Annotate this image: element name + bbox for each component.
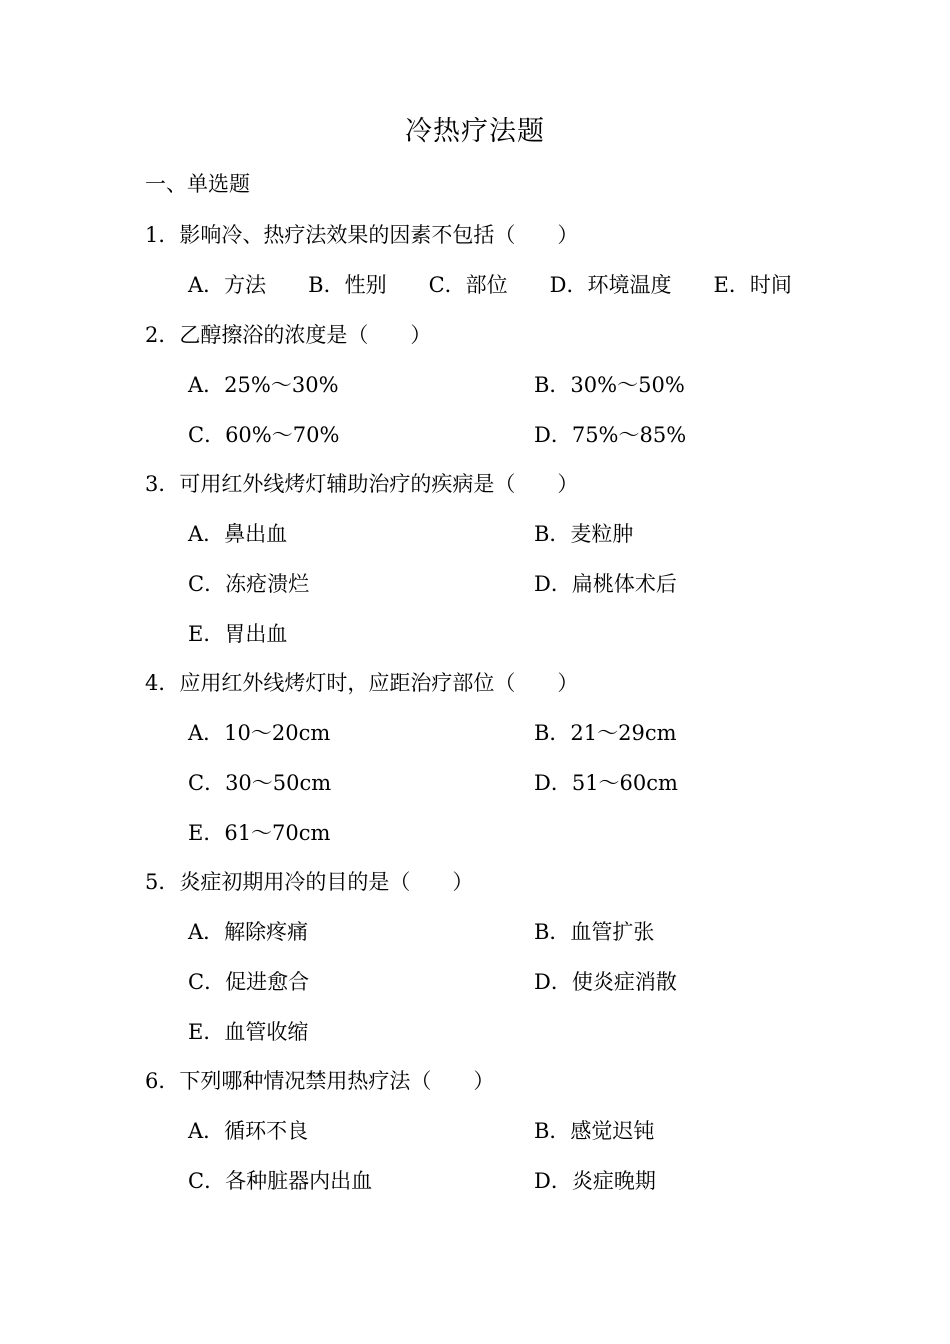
question-3-option-e: E．胃出血	[188, 622, 288, 646]
question-1-options: A．方法 B．性别 C．部位 D．环境温度 E．时间	[188, 273, 792, 297]
question-5-option-b: B．血管扩张	[534, 920, 655, 944]
question-5-option-a: A．解除疼痛	[188, 920, 309, 944]
question-3-stem: 3．可用红外线烤灯辅助治疗的疾病是（ ）	[145, 472, 579, 496]
question-3-option-c: C．冻疮溃烂	[188, 572, 310, 596]
question-5-option-d: D．使炎症消散	[534, 970, 677, 994]
question-4-option-e: E．61～70cm	[188, 821, 331, 845]
question-4-stem: 4．应用红外线烤灯时，应距治疗部位（ ）	[145, 671, 579, 695]
question-2-option-c: C．60%～70%	[188, 423, 340, 447]
question-4-option-d: D．51～60cm	[534, 771, 678, 795]
section-heading: 一、单选题	[145, 172, 250, 196]
question-6-option-b: B．感觉迟钝	[534, 1119, 655, 1143]
question-4-option-c: C．30～50cm	[188, 771, 332, 795]
question-4-option-a: A．10～20cm	[188, 721, 331, 745]
question-2-option-d: D．75%～85%	[534, 423, 687, 447]
question-1-stem: 1．影响冷、热疗法效果的因素不包括（ ）	[145, 223, 579, 247]
question-2-stem: 2．乙醇擦浴的浓度是（ ）	[145, 323, 432, 347]
question-2-option-a: A．25%～30%	[188, 373, 339, 397]
question-3-option-a: A．鼻出血	[188, 522, 288, 546]
question-3-option-b: B．麦粒肿	[534, 522, 634, 546]
question-6-option-c: C．各种脏器内出血	[188, 1169, 373, 1193]
question-6-option-a: A．循环不良	[188, 1119, 309, 1143]
question-4-option-b: B．21～29cm	[534, 721, 677, 745]
question-5-option-e: E．血管收缩	[188, 1020, 309, 1044]
question-2-option-b: B．30%～50%	[534, 373, 685, 397]
question-6-option-d: D．炎症晚期	[534, 1169, 656, 1193]
question-6-stem: 6．下列哪种情况禁用热疗法（ ）	[145, 1069, 495, 1093]
question-3-option-d: D．扁桃体术后	[534, 572, 677, 596]
question-5-stem: 5．炎症初期用冷的目的是（ ）	[145, 870, 474, 894]
page-title: 冷热疗法题	[405, 116, 545, 147]
question-5-option-c: C．促进愈合	[188, 970, 310, 994]
